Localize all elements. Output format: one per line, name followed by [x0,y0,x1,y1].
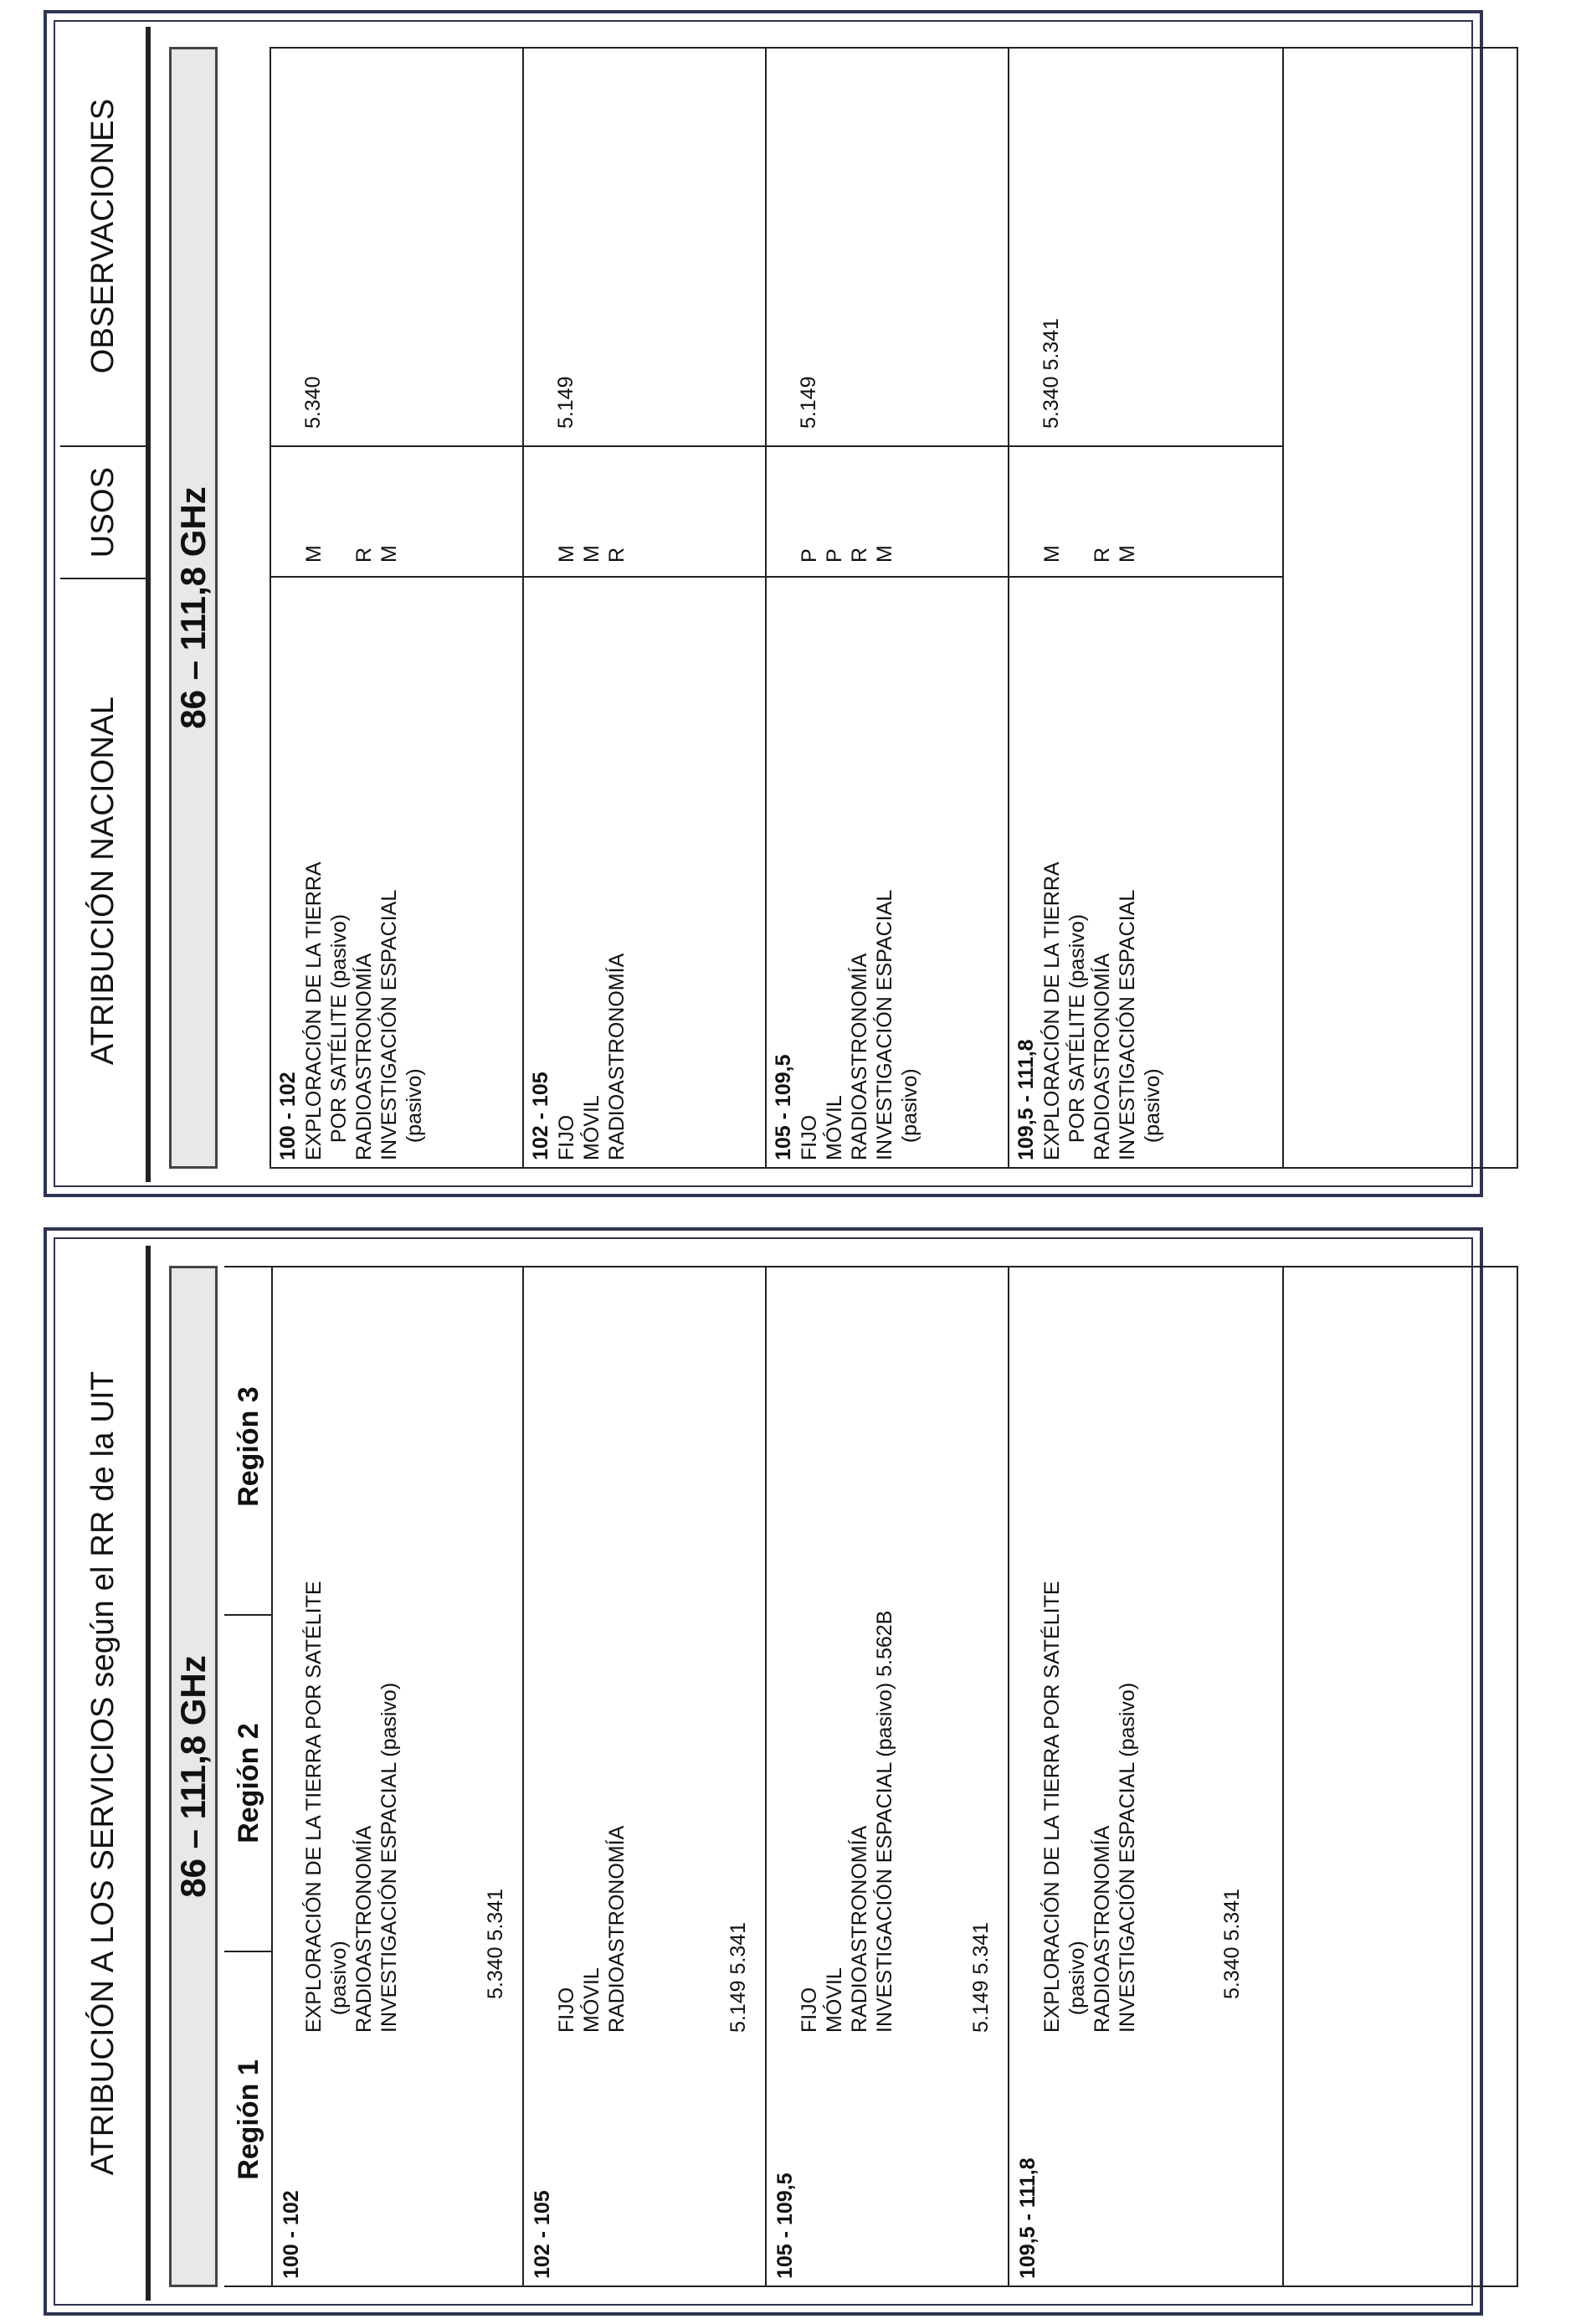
itu-row-notes: 5.149 5.341 [969,1921,993,2033]
row-separator [522,1266,524,2287]
row-separator [522,47,524,1169]
national-row-frequency: 109,5 - 111,8 [1014,1039,1038,1160]
national-row-services: FIJO MÓVIL RADIOASTRONOMÍA INVESTIGACIÓN ESPACIAL (pasivo) [798,889,921,1160]
national-row-observations: 5.340 5.341 [1040,317,1063,429]
column-separator [270,576,1282,578]
national-row-observations: 5.340 [301,376,325,429]
itu-row-services: FIJO MÓVIL RADIOASTRONOMÍA INVESTIGACIÓN ESPACIAL (pasivo) 5.562B [798,1610,896,2033]
itu-band-title: 86 – 111,8 GHz [169,1266,218,2287]
itu-row-frequency: 102 - 105 [531,2190,554,2279]
region-separator [224,1951,271,1952]
table-left-line [224,2285,1518,2287]
national-row-uses: P P R M [798,545,896,563]
itu-row-notes: 5.149 5.341 [726,1921,750,2033]
national-row-frequency: 102 - 105 [529,1072,552,1160]
row-separator [1008,47,1009,1169]
itu-row-services: EXPLORACIÓN DE LA TIERRA POR SATÉLITE (pasivo) RADIOASTRONOMÍA INVESTIGACIÓN ESPACIAL (pasivo) [302,1581,401,2033]
national-row-services: FIJO MÓVIL RADIOASTRONOMÍA [555,953,629,1160]
national-row-services: EXPLORACIÓN DE LA TIERRA POR SATÉLITE (pasivo) RADIOASTRONOMÍA INVESTIGACIÓN ESPACIAL (pasivo) [302,861,426,1160]
national-row-uses: M M R [555,545,629,563]
national-row-uses: M R M [1040,545,1139,563]
table-bottom-line [1517,47,1518,1169]
national-row-observations: 5.149 [554,376,578,429]
table-left-line [270,1167,1518,1169]
header-separator [60,578,146,579]
row-separator [1282,47,1284,1169]
national-row-services: EXPLORACIÓN DE LA TIERRA POR SATÉLITE (pasivo) RADIOASTRONOMÍA INVESTIGACIÓN ESPACIAL (pasivo) [1040,861,1164,1160]
itu-title: ATRIBUCIÓN A LOS SERVICIOS según el RR de la UIT [85,1370,121,2176]
region-3-header: Región 3 [232,1386,264,1507]
itu-row-services: EXPLORACIÓN DE LA TIERRA POR SATÉLITE (pasivo) RADIOASTRONOMÍA INVESTIGACIÓN ESPACIAL (pasivo) [1040,1581,1139,2033]
itu-allocation-rotated [60,1246,1518,2301]
national-title: ATRIBUCIÓN NACIONAL [85,696,121,1066]
itu-row-services: FIJO MÓVIL RADIOASTRONOMÍA [555,1825,629,2033]
itu-row-frequency: 105 - 109,5 [773,2172,797,2279]
region-separator [224,1614,271,1616]
uses-header: USOS [85,466,121,558]
row-separator [765,1266,767,2287]
table-right-line [270,47,1518,49]
table-bottom-line [1517,1266,1518,2287]
row-separator [1282,1266,1284,2287]
itu-row-frequency: 109,5 - 111,8 [1016,2157,1040,2279]
observations-header: OBSERVACIONES [85,98,121,374]
row-separator [1008,1266,1009,2287]
itu-header [60,1246,151,2301]
region-1-header: Región 1 [232,2059,264,2180]
national-row-observations: 5.149 [797,376,820,429]
table-top-line [271,1266,273,2287]
national-row-frequency: 100 - 102 [276,1072,300,1160]
national-header [60,27,151,1182]
national-row-frequency: 105 - 109,5 [772,1054,795,1160]
table-top-line [270,47,271,1169]
itu-row-notes: 5.340 5.341 [484,1888,507,1999]
itu-row-frequency: 100 - 102 [280,2190,303,2279]
national-allocation-rotated [60,27,1518,1182]
header-separator [60,445,146,447]
itu-row-notes: 5.340 5.341 [1220,1888,1244,1999]
table-right-line [224,1266,1518,1267]
national-band-title: 86 – 111,8 GHz [169,47,218,1169]
national-row-uses: M R M [302,545,401,563]
column-separator [270,445,1282,447]
region-2-header: Región 2 [232,1723,264,1843]
row-separator [765,47,767,1169]
